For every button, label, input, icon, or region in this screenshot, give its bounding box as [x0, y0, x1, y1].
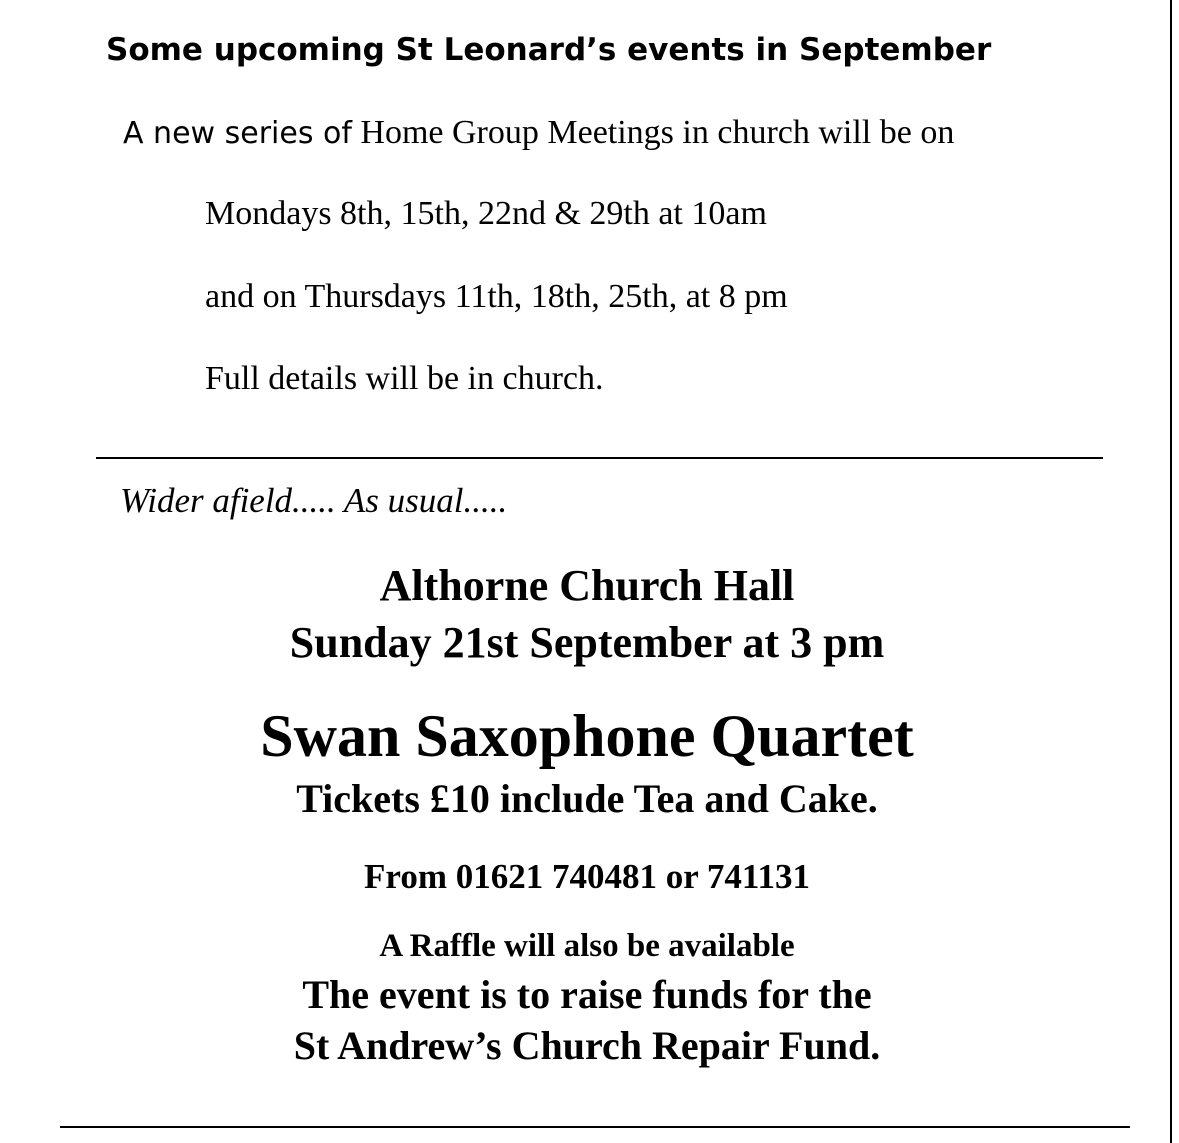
home-group-intro: [123, 114, 954, 152]
home-group-thursdays: and on Thursdays 11th, 18th, 25th, at 8 pm: [205, 278, 788, 315]
event-purpose-line-2: St Andrew’s Church Repair Fund.: [293, 1023, 881, 1068]
home-group-intro-rest: Home Group Meetings in church will be on: [351, 114, 955, 151]
event-purpose-line-1: The event is to raise funds for the: [302, 972, 872, 1017]
home-group-mondays: Mondays 8th, 15th, 22nd & 29th at 10am: [205, 195, 767, 232]
event-tickets: Tickets £10 include Tea and Cake.: [296, 776, 878, 821]
event-title: Swan Saxophone Quartet: [260, 703, 914, 769]
home-group-intro-prefix: A new series of: [123, 116, 352, 151]
event-phone-numbers: From 01621 740481 or 741131: [364, 857, 810, 896]
page-heading: Some upcoming St Leonard’s events in September: [106, 32, 992, 68]
event-venue: Althorne Church Hall: [379, 561, 795, 610]
home-group-details: Full details will be in church.: [205, 360, 604, 397]
wider-afield-label: Wider afield..... As usual.....: [120, 481, 508, 520]
event-raffle: A Raffle will also be available: [379, 928, 795, 964]
bottom-divider: [60, 1126, 1130, 1128]
event-date-time: Sunday 21st September at 3 pm: [289, 618, 885, 667]
section-divider: [96, 457, 1103, 459]
